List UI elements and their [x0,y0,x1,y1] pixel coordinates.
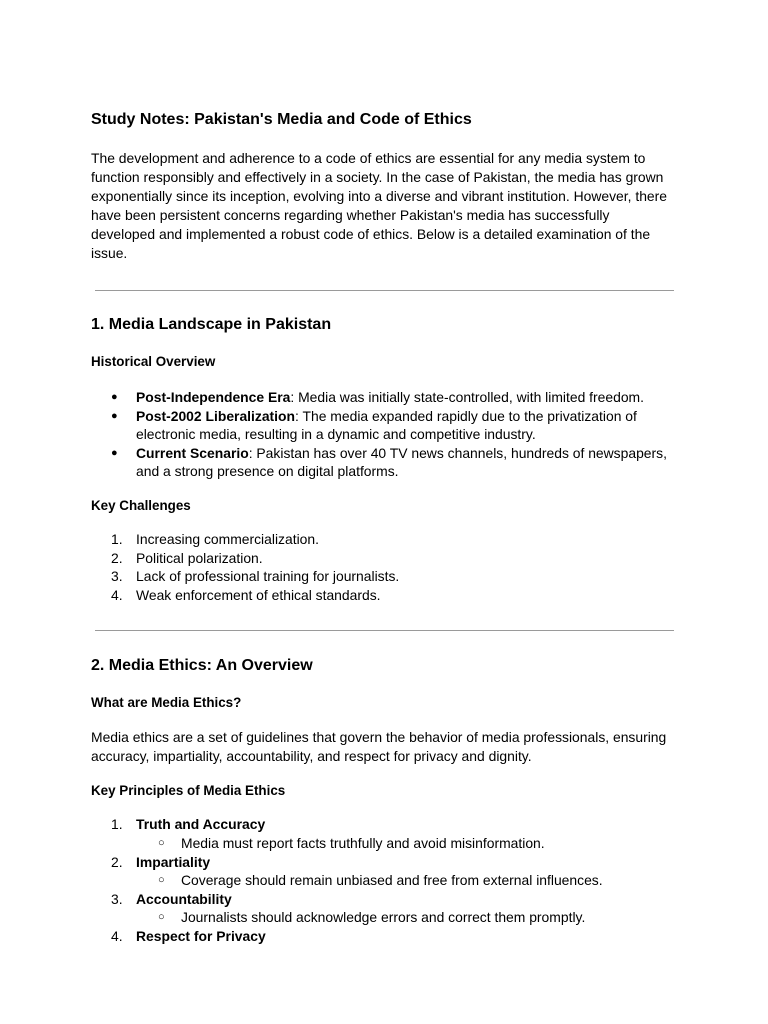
subheading-key-principles: Key Principles of Media Ethics [91,783,286,799]
list-item-text: : Media was initially state-controlled, with limited freedom. [290,389,644,405]
principle-detail: Coverage should remain unbiased and free from external influences. [181,872,603,889]
principle-title: Respect for Privacy [136,927,266,944]
list-item [91,815,676,852]
list-item-text: Political polarization. [136,549,263,566]
list-item [91,586,676,605]
list-number: 2. [111,549,123,566]
list-item [91,388,676,407]
hollow-bullet-icon: ○ [158,836,165,849]
principle-detail: Media must report facts truthfully and avoid misinformation. [181,834,545,851]
list-item [91,549,676,568]
bullet-icon: ● [111,446,118,459]
section-divider [95,630,674,631]
bullet-icon: ● [111,409,118,422]
list-item-term: Current Scenario [136,444,249,461]
media-ethics-definition: Media ethics are a set of guidelines that govern the behavior of media professionals, ensuring accuracy, impartiality, accountability, and respect for privacy and dignity. [91,729,667,765]
principle-detail: Journalists should acknowledge errors and correct them promptly. [181,909,586,926]
intro-paragraph: The development and adherence to a code of ethics are essential for any media system to function responsibly and effectively in a society. In the case of Pakistan, the media has grown exponentially since its inception, evolving into a diverse and vibrant institution. However, there have been persistent concerns regarding whether Pakistan's media has successfully developed and implemented a robust code of ethics. Below is a detailed examination of the issue. [91,150,668,261]
list-item-text: : The media expanded rapidly due to the privatization of electronic media, resulting in a dynamic and competitive industry. [136,407,637,443]
list-number: 3. [111,568,123,585]
list-number: 1. [111,816,123,833]
sub-list [136,908,676,927]
sub-list-item [136,834,676,853]
sub-list [136,834,676,853]
sub-list [136,871,676,890]
list-item-text: Lack of professional training for journalists. [136,568,400,585]
list-number: 4. [111,586,123,603]
sub-list-item [136,871,676,890]
list-item [91,530,676,549]
principle-title: Accountability [136,890,232,907]
list-item [91,890,676,927]
principle-title: Truth and Accuracy [136,816,266,833]
list-item [91,927,676,946]
historical-list [91,388,676,481]
section-heading-media-landscape: 1. Media Landscape in Pakistan [91,316,332,333]
section-heading-media-ethics: 2. Media Ethics: An Overview [91,657,313,675]
subheading-what-are-media-ethics: What are Media Ethics? [91,695,242,711]
list-item-text: Weak enforcement of ethical standards. [136,586,381,603]
list-number: 4. [111,927,123,944]
list-item-text: Increasing commercialization. [136,530,319,547]
list-item-term: Post-2002 Liberalization [136,407,296,424]
subheading-historical-overview: Historical Overview [91,354,216,369]
list-item [91,444,676,481]
principle-title: Impartiality [136,853,211,870]
document-page [91,110,676,946]
bullet-icon: ● [111,391,118,403]
list-number: 3. [111,890,123,907]
principles-list [91,815,676,945]
challenges-list [91,530,676,604]
list-item [91,567,676,586]
list-item [91,407,676,444]
hollow-bullet-icon: ○ [158,874,165,887]
list-item-term: Post-Independence Era [136,389,291,405]
hollow-bullet-icon: ○ [158,911,165,924]
subheading-key-challenges: Key Challenges [91,497,191,513]
list-item-text: : Pakistan has over 40 TV news channels, hundreds of newspapers, and a strong presence on digital platforms. [136,444,667,480]
document-title: Study Notes: Pakistan's Media and Code of Ethics [91,111,472,128]
list-number: 1. [111,530,123,547]
list-number: 2. [111,853,123,870]
sub-list-item [136,908,676,927]
list-item [91,853,676,890]
section-divider [95,290,674,291]
